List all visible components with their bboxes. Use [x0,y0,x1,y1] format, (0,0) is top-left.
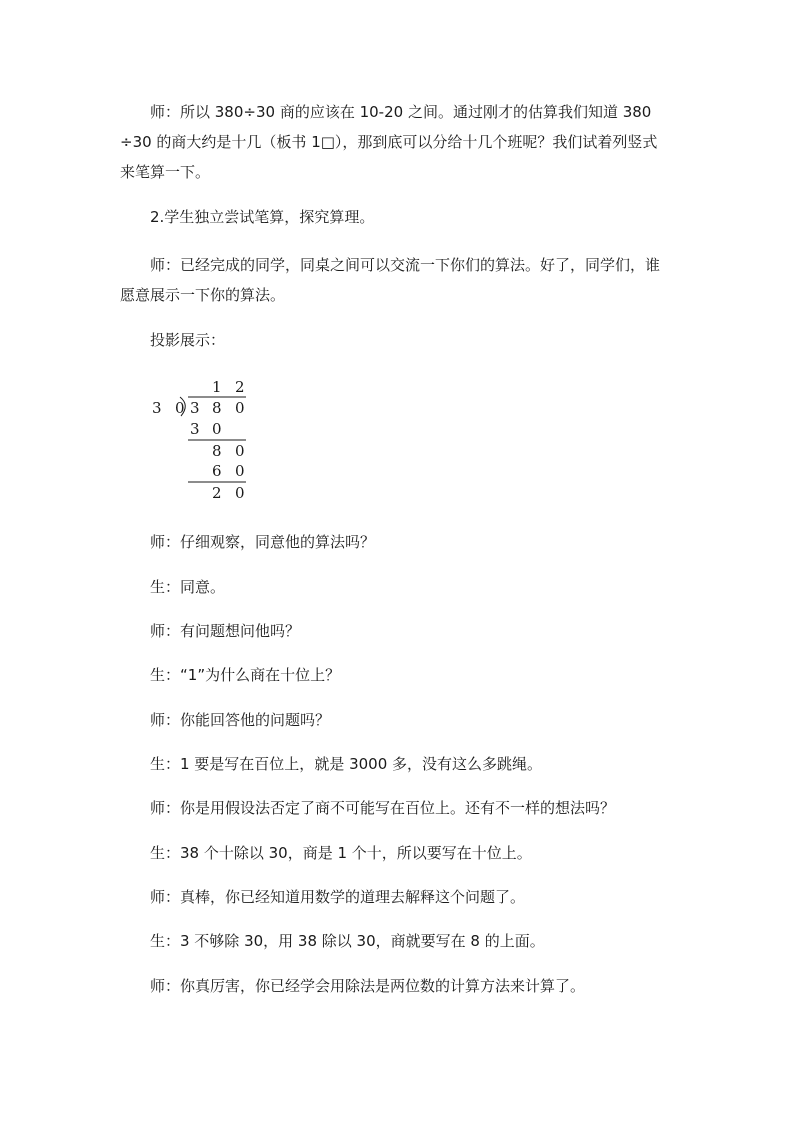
step-digit: 0 [212,420,222,438]
paragraph-projection: 投影展示： [150,331,226,349]
step-digit: 0 [235,442,245,460]
dividend-digit: 3 [190,399,200,417]
remainder-digit: 2 [212,484,222,502]
dialogue-line: 师：有问题想问他吗？ [150,622,301,640]
dialogue-line: 生：38 个十除以 30，商是 1 个十，所以要写在十位上。 [150,844,532,862]
step-digit: 0 [235,462,245,480]
dividend-digit: 8 [212,399,222,417]
step-digit: 3 [190,420,200,438]
dividend-digit: 0 [235,399,245,417]
paragraph-teacher-share: 师：已经完成的同学，同桌之间可以交流一下你们的算法。好了，同学们，谁愿意展示一下你的算法。 [120,256,661,304]
dialogue-line: 师：仔细观察，同意他的算法吗？ [150,533,376,551]
dialogue-line: 生：“1”为什么商在十位上？ [150,666,341,684]
divisor-digit: 3 [152,399,162,417]
dialogue-line: 生：3 不够除 30，用 38 除以 30，商就要写在 8 的上面。 [150,932,545,950]
step-digit: 6 [212,462,222,480]
quotient-digit: 2 [235,378,245,396]
dialogue-line: 生：同意。 [150,578,226,596]
long-division-svg [140,372,260,507]
dialogue-line: 师：真棒，你已经知道用数学的道理去解释这个问题了。 [150,888,526,906]
long-division-figure [140,372,260,507]
dialogue-line: 师：你能回答他的问题吗？ [150,711,331,729]
remainder-digit: 0 [235,484,245,502]
quotient-digit: 1 [212,378,222,396]
paragraph-step-2: 2.学生独立尝试笔算，探究算理。 [150,208,375,226]
paragraph-teacher-estimate: 师：所以 380÷30 商的应该在 10-20 之间。通过刚才的估算我们知道 380 ÷30 的商大约是十几（板书 1□），那到底可以分给十几个班呢？我们试着列竖式来笔算一下。 [120,103,658,181]
dialogue-line: 生：1 要是写在百位上，就是 3000 多，没有这么多跳绳。 [150,755,543,773]
dialogue-line: 师：你是用假设法否定了商不可能写在百位上。还有不一样的想法吗？ [150,799,616,817]
divisor-digit: 0 [175,399,185,417]
step-digit: 8 [212,442,222,460]
dialogue-line: 师：你真厉害，你已经学会用除法是两位数的计算方法来计算了。 [150,977,586,995]
